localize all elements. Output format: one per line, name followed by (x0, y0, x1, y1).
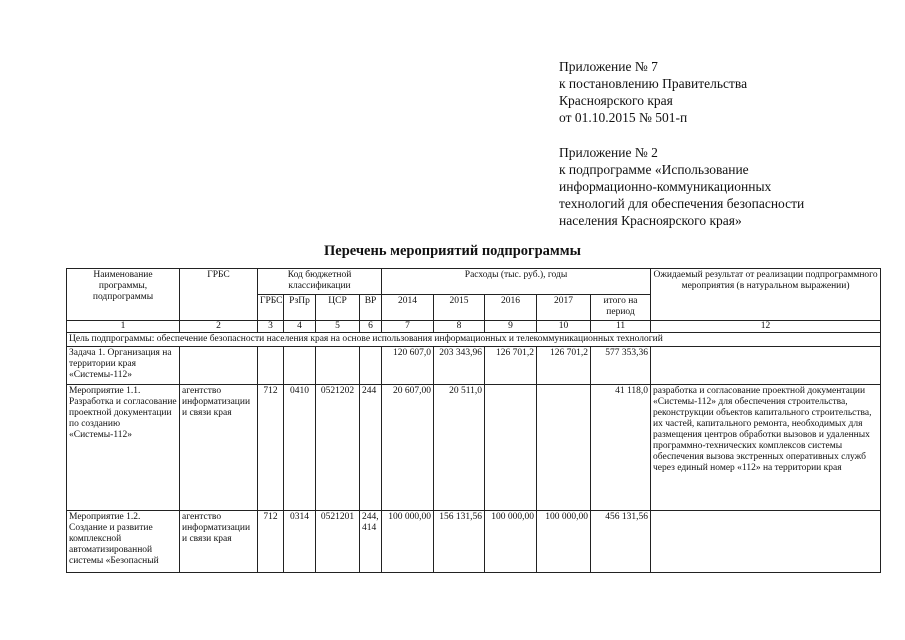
subheader-total: итого на период (591, 295, 651, 321)
header-name: Наименование программы, подпрограммы (67, 269, 180, 321)
header-grbs: ГРБС (180, 269, 258, 321)
measures-table (66, 268, 881, 573)
row-grbs: агентство информатизации и связи края (180, 385, 258, 511)
subheader-csr: ЦСР (316, 295, 360, 321)
col-number: 11 (591, 321, 651, 333)
row-result (651, 511, 881, 573)
goal-row (67, 333, 881, 347)
col-number: 8 (434, 321, 485, 333)
row-2017: 100 000,00 (537, 511, 591, 573)
header-expenses: Расходы (тыс. руб.), годы (382, 269, 651, 295)
row-vr (360, 347, 382, 385)
appendix-line: Приложение № 7 (559, 59, 658, 74)
row-grbs (180, 347, 258, 385)
row-result (651, 347, 881, 385)
subheader-vr: ВР (360, 295, 382, 321)
row-2016 (485, 385, 537, 511)
header-budget-code: Код бюджетной классификации (258, 269, 382, 295)
table-row (67, 347, 881, 385)
document-title: Перечень мероприятий подпрограммы (324, 243, 581, 259)
col-number: 1 (67, 321, 180, 333)
row-csr: 0521202 (316, 385, 360, 511)
row-grbs-code: 712 (258, 385, 284, 511)
table-row (67, 511, 881, 573)
row-2016: 126 701,2 (485, 347, 537, 385)
row-grbs: агентство информатизации и связи края (180, 511, 258, 573)
goal-text: Цель подпрограммы: обеспечение безопасности населения края на основе использования информационных и телекоммуникационных технологий (67, 333, 881, 347)
row-2015: 20 511,0 (434, 385, 485, 511)
row-csr (316, 347, 360, 385)
subheader-2015: 2015 (434, 295, 485, 321)
col-number: 2 (180, 321, 258, 333)
appendix-line: Приложение № 2 (559, 145, 658, 160)
appendix-line: к постановлению Правительства (559, 76, 748, 91)
col-number: 9 (485, 321, 537, 333)
row-total: 41 118,0 (591, 385, 651, 511)
appendix-line: Красноярского края (559, 93, 673, 108)
appendix-line: от 01.10.2015 № 501-п (559, 110, 688, 125)
col-number: 4 (284, 321, 316, 333)
table-header-row (67, 269, 881, 295)
row-name: Мероприятие 1.2. Создание и развитие комплексной автоматизированной системы «Безопасный (67, 511, 180, 573)
col-number: 12 (651, 321, 881, 333)
row-2017: 126 701,2 (537, 347, 591, 385)
row-total: 577 353,36 (591, 347, 651, 385)
header-result: Ожидаемый результат от реализации подпрограммного мероприятия (в натуральном выражении) (651, 269, 881, 321)
row-2014: 100 000,00 (382, 511, 434, 573)
appendix-7-block (559, 58, 747, 126)
col-number: 10 (537, 321, 591, 333)
row-grbs-code: 712 (258, 511, 284, 573)
row-2017 (537, 385, 591, 511)
row-rzpr: 0314 (284, 511, 316, 573)
row-vr: 244 (360, 385, 382, 511)
appendix-2-block (559, 144, 804, 229)
row-2014: 20 607,00 (382, 385, 434, 511)
row-csr: 0521201 (316, 511, 360, 573)
col-number: 3 (258, 321, 284, 333)
row-rzpr: 0410 (284, 385, 316, 511)
row-name: Мероприятие 1.1. Разработка и согласование проектной документации по созданию «Системы-112» (67, 385, 180, 511)
subheader-rzpr: РзПр (284, 295, 316, 321)
subheader-grbs: ГРБС (258, 295, 284, 321)
row-name: Задача 1. Организация на территории края «Системы-112» (67, 347, 180, 385)
appendix-line: населения Красноярского края» (559, 213, 742, 228)
row-2015: 156 131,56 (434, 511, 485, 573)
row-vr: 244, 414 (360, 511, 382, 573)
subheader-2016: 2016 (485, 295, 537, 321)
appendix-line: технологий для обеспечения безопасности (559, 196, 805, 211)
subheader-2014: 2014 (382, 295, 434, 321)
row-2015: 203 343,96 (434, 347, 485, 385)
row-2014: 120 607,0 (382, 347, 434, 385)
col-number: 6 (360, 321, 382, 333)
row-rzpr (284, 347, 316, 385)
table-row (67, 385, 881, 511)
col-number: 5 (316, 321, 360, 333)
row-result: разработка и согласование проектной документации «Системы-112» для обеспечения строительства, реконструкции объектов капитального строительства, их частей, капитального ремонта, необходимых для размещения центров обработки вызовов и удаленных программно-технических комплексов системы обеспечения вызова экстренных оперативных служб через единый номер «112» на территории края (651, 385, 881, 511)
appendix-line: к подпрограмме «Использование (559, 162, 749, 177)
subheader-2017: 2017 (537, 295, 591, 321)
row-total: 456 131,56 (591, 511, 651, 573)
col-number: 7 (382, 321, 434, 333)
row-2016: 100 000,00 (485, 511, 537, 573)
row-grbs-code (258, 347, 284, 385)
appendix-line: информационно-коммуникационных (559, 179, 772, 194)
column-number-row (67, 321, 881, 333)
